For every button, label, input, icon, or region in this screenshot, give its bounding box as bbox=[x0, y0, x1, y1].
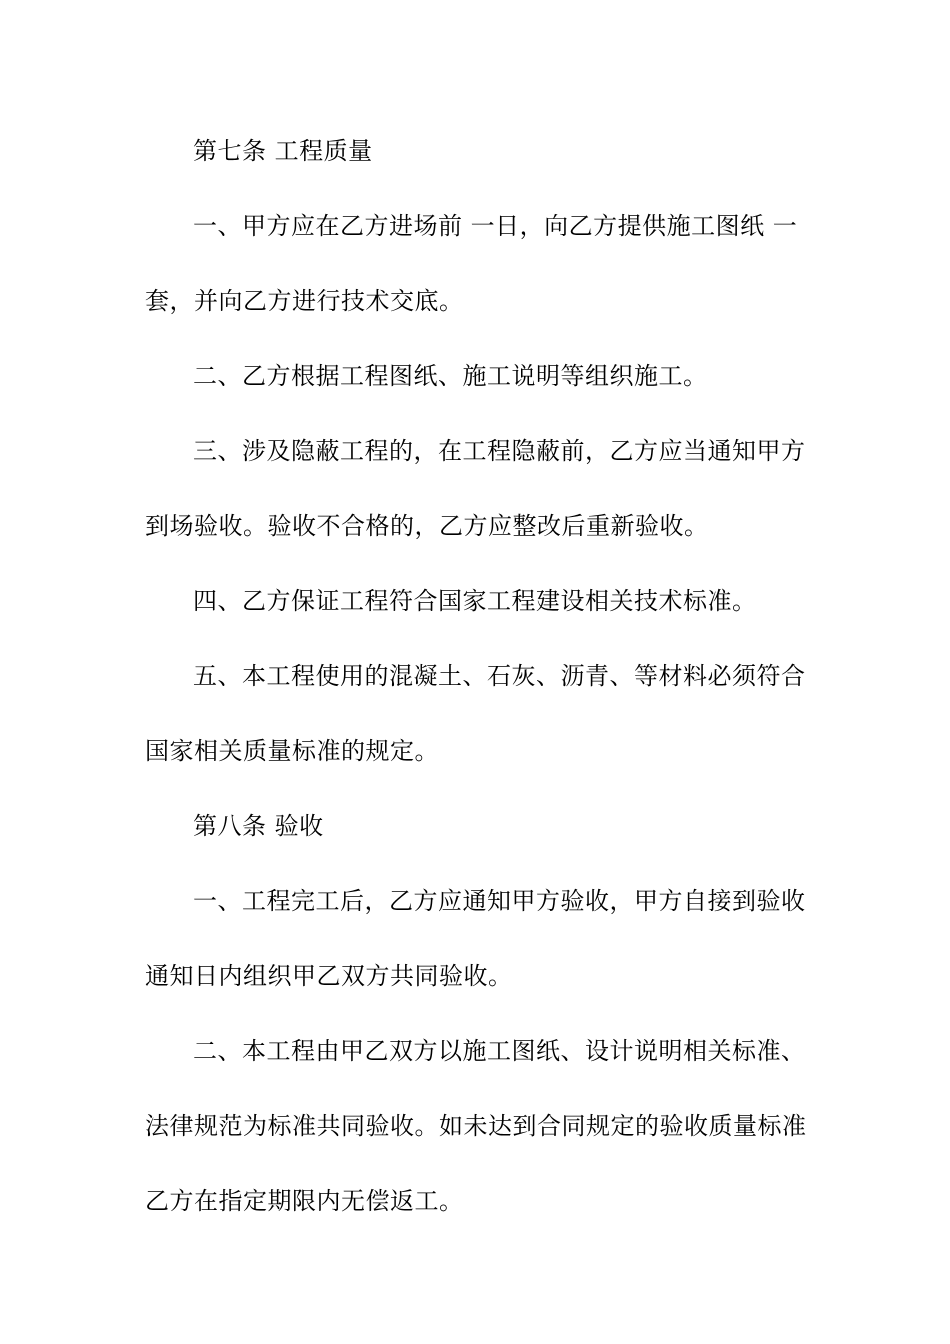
paragraph-line: 五、本工程使用的混凝土、石灰、沥青、等材料必须符合 bbox=[193, 662, 806, 690]
paragraph-line: 二、乙方根据工程图纸、施工说明等组织施工。 bbox=[193, 362, 708, 390]
section-heading-article-8: 第八条 验收 bbox=[193, 812, 324, 840]
paragraph-line: 一、工程完工后，乙方应通知甲方验收，甲方自接到验收 bbox=[193, 887, 806, 915]
paragraph-line: 一、甲方应在乙方进场前 一日，向乙方提供施工图纸 一 bbox=[193, 212, 798, 240]
paragraph-line: 法律规范为标准共同验收。如未达到合同规定的验收质量标准 bbox=[145, 1112, 807, 1140]
paragraph-line: 二、本工程由甲乙双方以施工图纸、设计说明相关标准、 bbox=[193, 1037, 806, 1065]
section-heading-article-7: 第七条 工程质量 bbox=[193, 137, 373, 165]
paragraph-line: 四、乙方保证工程符合国家工程建设相关技术标准。 bbox=[193, 587, 757, 615]
paragraph-line: 到场验收。验收不合格的，乙方应整改后重新验收。 bbox=[145, 512, 709, 540]
paragraph-line: 通知日内组织甲乙双方共同验收。 bbox=[145, 962, 513, 990]
paragraph-line: 乙方在指定期限内无偿返工。 bbox=[145, 1187, 464, 1215]
paragraph-line: 三、涉及隐蔽工程的，在工程隐蔽前，乙方应当通知甲方 bbox=[193, 437, 806, 465]
paragraph-line: 套，并向乙方进行技术交底。 bbox=[145, 287, 464, 315]
paragraph-line: 国家相关质量标准的规定。 bbox=[145, 737, 439, 765]
